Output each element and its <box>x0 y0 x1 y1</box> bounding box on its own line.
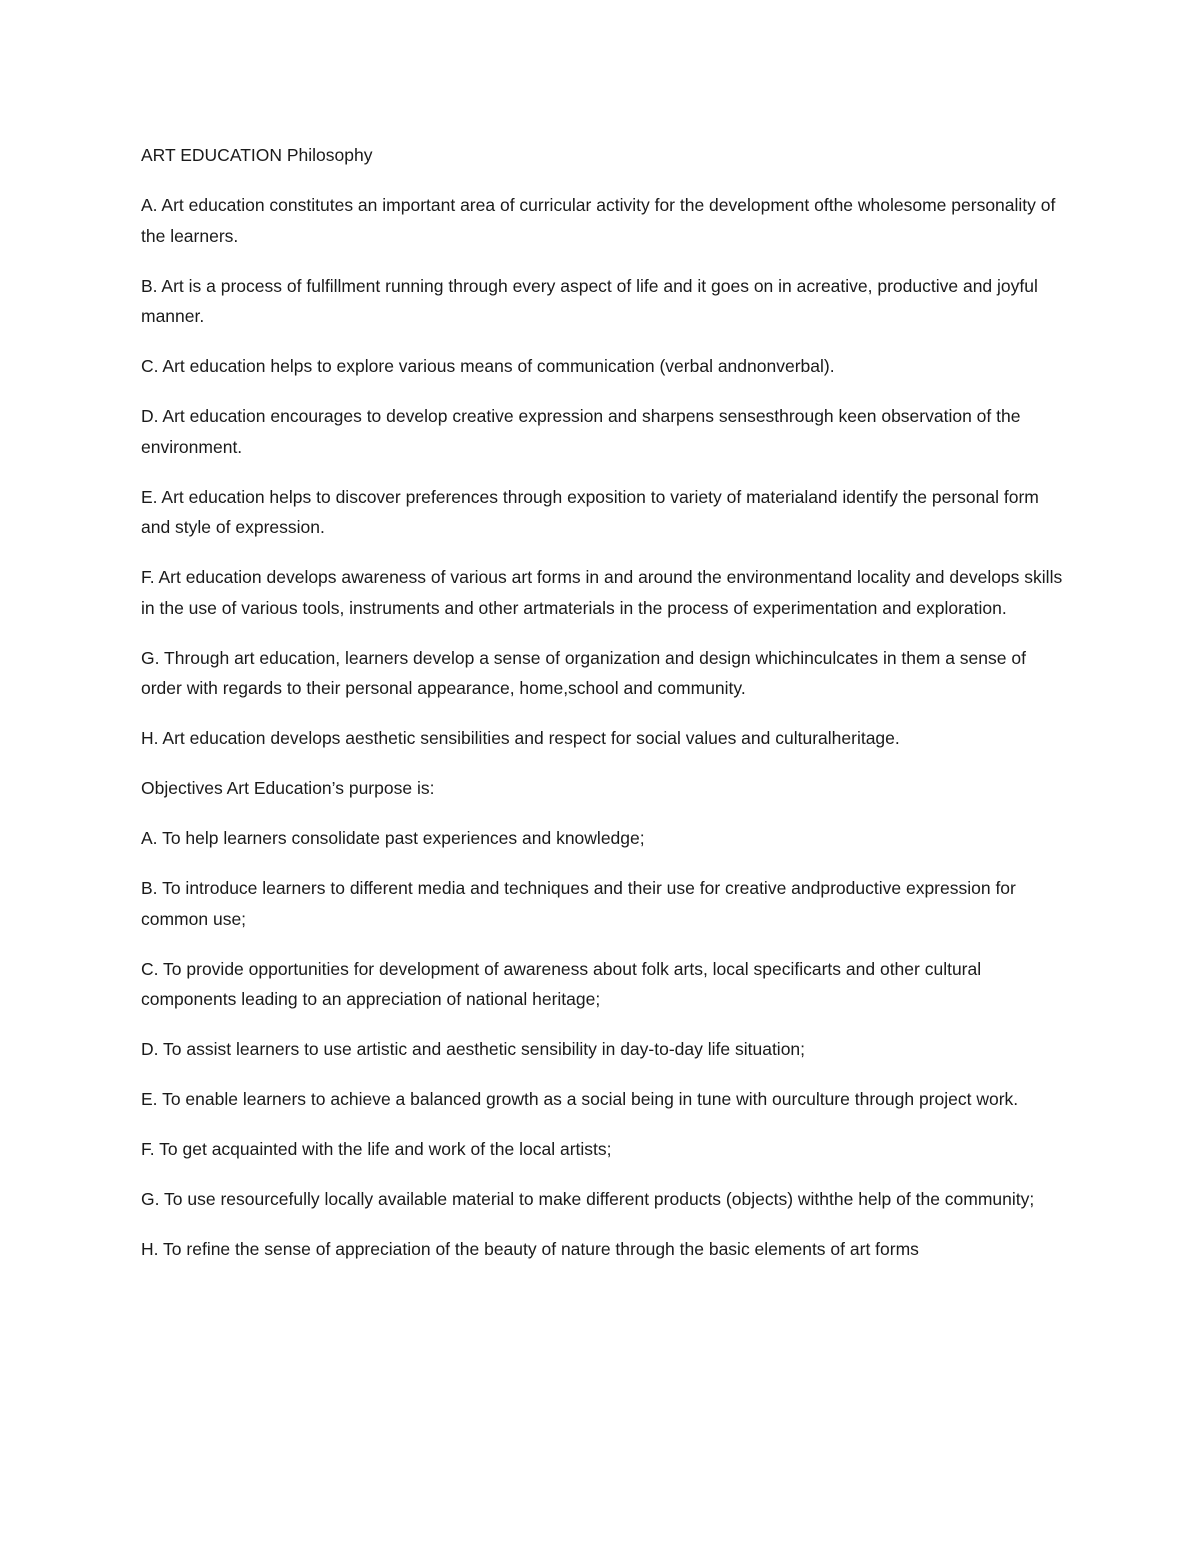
philosophy-item-a: A. Art education constitutes an important area of curricular activity for the development ofthe wholesome personality of the learners. <box>141 195 1056 246</box>
philosophy-item-e: E. Art education helps to discover preferences through exposition to variety of materialand identify the personal form and style of expression. <box>141 486 1039 537</box>
objective-item-h: H. To refine the sense of appreciation of the beauty of nature through the basic elements of art forms <box>141 1239 919 1259</box>
objectives-heading: Objectives Art Education’s purpose is: <box>141 778 435 798</box>
objective-item-e: E. To enable learners to achieve a balanced growth as a social being in tune with ourculture through project work. <box>141 1089 1019 1109</box>
objective-item-c: C. To provide opportunities for development of awareness about folk arts, local specificarts and other cultural components leading to an appreciation of national heritage; <box>141 958 982 1009</box>
objective-item-g: G. To use resourcefully locally available material to make different products (objects) withthe help of the community; <box>141 1189 1035 1209</box>
objective-item-a: A. To help learners consolidate past experiences and knowledge; <box>141 828 645 848</box>
philosophy-item-g: G. Through art education, learners develop a sense of organization and design whichinculcates in them a sense of order with regards to their personal appearance, home,school and community. <box>141 647 1026 698</box>
philosophy-item-c: C. Art education helps to explore various means of communication (verbal andnonverbal). <box>141 356 835 376</box>
objective-item-d: D. To assist learners to use artistic and aesthetic sensibility in day-to-day life situation; <box>141 1039 806 1059</box>
objective-item-f: F. To get acquainted with the life and work of the local artists; <box>141 1139 612 1159</box>
philosophy-item-b: B. Art is a process of fulfillment running through every aspect of life and it goes on in acreative, productive and joyful manner. <box>141 275 1038 326</box>
document-body <box>141 140 1071 1284</box>
document-title: ART EDUCATION Philosophy <box>141 145 373 165</box>
philosophy-item-f: F. Art education develops awareness of various art forms in and around the environmentand locality and develops skills in the use of various tools, instruments and other artmaterials in the process of experimentation and exploration. <box>141 567 1063 618</box>
objective-item-b: B. To introduce learners to different media and techniques and their use for creative andproductive expression for common use; <box>141 878 1016 929</box>
philosophy-item-d: D. Art education encourages to develop creative expression and sharpens sensesthrough keen observation of the environment. <box>141 406 1021 457</box>
philosophy-item-h: H. Art education develops aesthetic sensibilities and respect for social values and culturalheritage. <box>141 728 900 748</box>
